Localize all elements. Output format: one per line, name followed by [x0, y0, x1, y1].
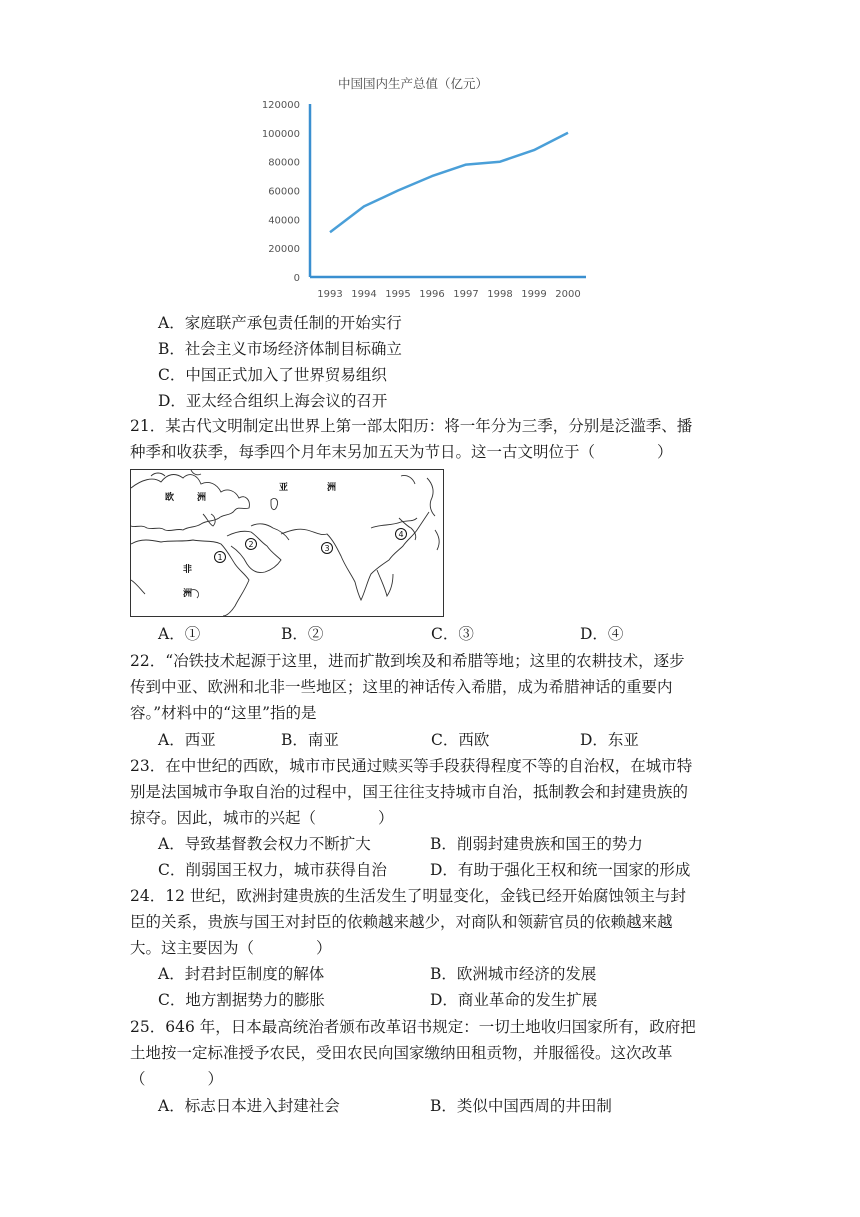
y-tick-label: 120000: [261, 100, 300, 111]
q24-option-a: A．封君封臣制度的解体: [158, 965, 325, 983]
q23-option-d: D．有助于强化王权和统一国家的形成: [430, 861, 691, 879]
svg-text:4: 4: [398, 530, 404, 539]
y-tick-label: 80000: [268, 157, 300, 169]
q21-option-a: A．①: [158, 625, 201, 643]
q23-option-c: C．削弱国王权力，城市获得自治: [158, 861, 387, 879]
map-label-europe-1: 欧: [165, 493, 175, 503]
q20-option-b: B．社会主义市场经济体制目标确立: [158, 340, 402, 358]
q24-option-d: D．商业革命的发生扩展: [430, 991, 598, 1009]
x-tick-label: 1998: [487, 289, 513, 300]
y-tick-label: 40000: [268, 215, 300, 227]
x-tick-label: 1993: [317, 289, 343, 300]
q23-stem-line2: 别是法国城市争取自治的过程中，国王往往支持城市自治，抵制教会和封建贵族的: [130, 783, 689, 801]
map-marker-3: [322, 543, 333, 554]
map-marker-2: [246, 539, 257, 550]
ancient-civilization-map: [130, 469, 444, 617]
map-label-africa-1: 非: [183, 565, 193, 575]
q22-option-d: D．东亚: [580, 731, 639, 749]
q25-option-b: B．类似中国西周的井田制: [430, 1097, 612, 1115]
x-tick-label: 1996: [419, 289, 445, 300]
q21-stem-line1: 21．某古代文明制定出世界上第一部太阳历：将一年分为三季，分别是泛滥季、播: [130, 417, 693, 435]
map-label-africa-2: 洲: [183, 589, 193, 599]
q24-stem-line2: 臣的关系，贵族与国王对封臣的依赖越来越少，对商队和领薪官员的依赖越来越: [130, 913, 673, 931]
x-tick-label: 1997: [453, 289, 479, 300]
q21-option-b: B．②: [281, 625, 324, 643]
q23-stem-line1: 23．在中世纪的西欧，城市市民通过赎买等手段获得程度不等的自治权，在城市特: [130, 757, 693, 775]
q23-stem-line3: 掠夺。因此，城市的兴起（ ）: [130, 809, 394, 827]
q24-stem-line1: 24．12 世纪，欧洲封建贵族的生活发生了明显变化，金钱已经开始腐蚀领主与封: [130, 887, 686, 905]
gdp-series-line: [330, 133, 568, 233]
y-tick-label: 20000: [268, 244, 300, 256]
q21-stem-line2: 种季和收获季，每季四个月年末另加五天为节日。这一古文明位于（ ）: [130, 443, 673, 461]
map-marker-4: [396, 529, 407, 540]
map-label-asia-1: 亚: [279, 483, 289, 493]
x-tick-label: 1999: [521, 289, 547, 300]
y-tick-label: 0: [293, 273, 300, 284]
q25-stem-line2: 土地按一定标准授予农民，受田农民向国家缴纳田租贡物，并服徭役。这次改革: [130, 1044, 673, 1062]
x-tick-label: 2000: [555, 289, 581, 300]
svg-text:2: 2: [248, 540, 254, 549]
q21-option-c: C．③: [431, 625, 474, 643]
x-tick-label: 1994: [351, 289, 377, 300]
q23-option-a: A．导致基督教会权力不断扩大: [158, 835, 371, 853]
svg-text:1: 1: [217, 553, 223, 562]
q25-stem-line3: （ ）: [130, 1070, 224, 1088]
q22-stem-line1: 22．“冶铁技术起源于这里，进而扩散到埃及和希腊等地；这里的农耕技术，逐步: [130, 652, 685, 670]
q22-stem-line3: 容。”材料中的“这里”指的是: [130, 704, 317, 722]
q22-option-c: C．西欧: [431, 731, 490, 749]
q24-stem-line3: 大。这主要因为（ ）: [130, 939, 332, 957]
q24-option-c: C．地方割据势力的膨胀: [158, 991, 325, 1009]
map-marker-1: [215, 552, 226, 563]
q24-option-b: B．欧洲城市经济的发展: [430, 965, 597, 983]
q22-option-a: A．西亚: [158, 731, 216, 749]
svg-text:3: 3: [324, 544, 330, 553]
y-tick-label: 60000: [268, 186, 300, 198]
q22-option-b: B．南亚: [281, 731, 339, 749]
map-label-asia-2: 洲: [327, 483, 337, 493]
q20-option-a: A．家庭联产承包责任制的开始实行: [158, 314, 402, 332]
q25-stem-line1: 25．646 年，日本最高统治者颁布改革诏书规定：一切土地收归国家所有，政府把: [130, 1018, 696, 1036]
y-tick-label: 100000: [261, 128, 300, 140]
gdp-line-chart: [0, 0, 860, 320]
chart-title: 中国国内生产总值（亿元）: [338, 76, 489, 91]
q22-stem-line2: 传到中亚、欧洲和北非一些地区；这里的神话传入希腊，成为希腊神话的重要内: [130, 678, 673, 696]
q23-option-b: B．削弱封建贵族和国王的势力: [430, 835, 643, 853]
q20-option-c: C．中国正式加入了世界贸易组织: [158, 366, 387, 384]
map-label-europe-2: 洲: [197, 493, 207, 503]
q20-option-d: D．亚太经合组织上海会议的召开: [158, 392, 388, 410]
x-tick-label: 1995: [385, 289, 411, 300]
q25-option-a: A．标志日本进入封建社会: [158, 1097, 340, 1115]
q21-option-d: D．④: [580, 625, 624, 643]
